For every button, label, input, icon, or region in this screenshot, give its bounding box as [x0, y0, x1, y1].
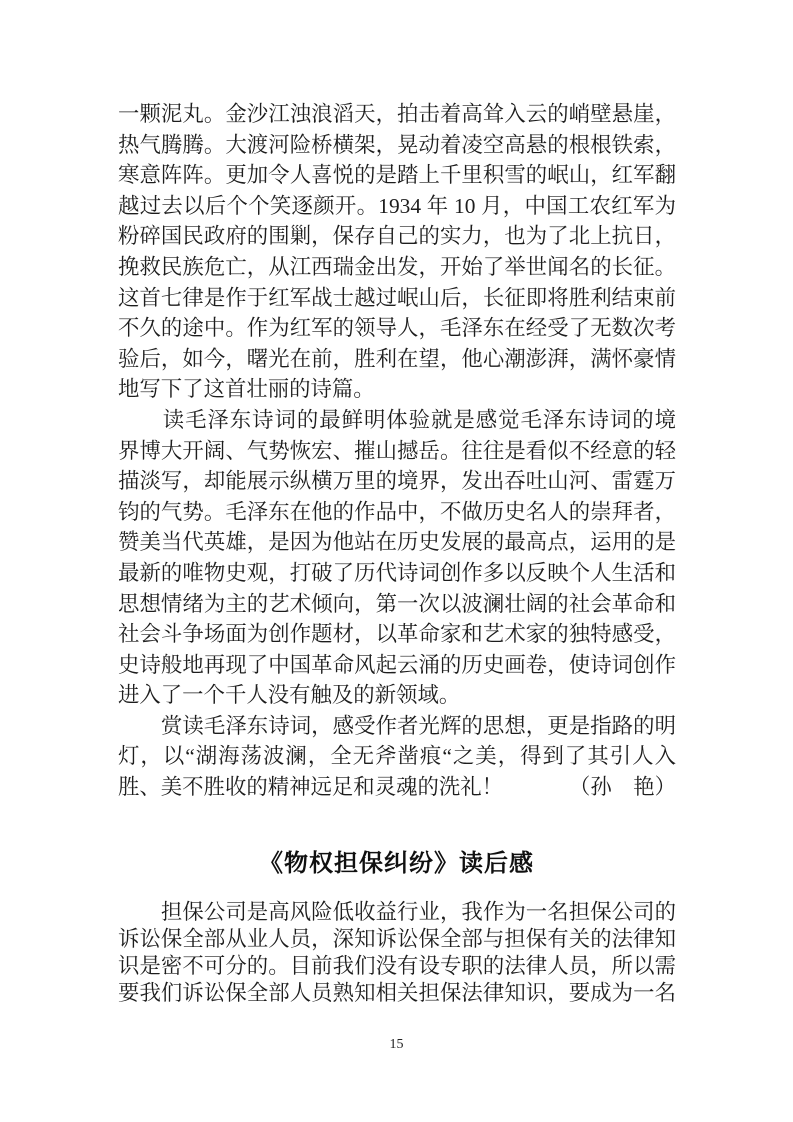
paragraph-reading-experience: [118, 405, 676, 711]
page-footer: [0, 1037, 793, 1053]
text-line: 这首七律是作于红军战士越过岷山后，长征即将胜利结束前: [118, 285, 676, 310]
text-line: 担保公司是高风险低收益行业，我作为一名担保公司的: [118, 900, 676, 924]
paragraph-long-march: [118, 99, 676, 405]
text-line: 赞美当代英雄，是因为他站在历史发展的最高点，运用的是: [118, 530, 676, 555]
text-line: 界博大开阔、气势恢宏、摧山撼岳。往往是看似不经意的轻: [118, 438, 676, 463]
text-line: 赏读毛泽东诗词，感受作者光辉的思想，更是指路的明: [118, 713, 676, 738]
text-line: 进入了一个千人没有触及的新领域。: [118, 683, 461, 708]
paragraph-guarantee-company: [118, 899, 676, 1007]
text-line: 史诗般地再现了中国革命风起云涌的历史画卷，使诗词创作: [118, 652, 676, 677]
text-line: 粉碎国民政府的围剿，保存自己的实力，也为了北上抗日，: [118, 224, 676, 249]
text-line: 不久的途中。作为红军的领导人，毛泽东在经受了无数次考: [118, 316, 676, 341]
text-line: 识是密不可分的。目前我们没有设专职的法律人员，所以需: [118, 954, 676, 978]
text-line: 地写下了这首壮丽的诗篇。: [118, 377, 375, 402]
page-number: 15: [389, 1037, 404, 1052]
paragraph-appreciation: [118, 711, 676, 772]
text-line: 寒意阵阵。更加令人喜悦的是踏上千里积雪的岷山，红军翻: [118, 163, 676, 188]
text-line: 挽救民族危亡，从江西瑞金出发，开始了举世闻名的长征。: [118, 254, 676, 279]
text-line: 钧的气势。毛泽东在他的作品中，不做历史名人的崇拜者，: [118, 499, 676, 524]
text-line: 思想情绪为主的艺术倾向，第一次以波澜壮阔的社会革命和: [118, 591, 676, 616]
text-line: 热气腾腾。大渡河险桥横架，晃动着凌空高悬的根根铁索，: [118, 132, 676, 157]
text-line: 要我们诉讼保全部人员熟知相关担保法律知识，要成为一名: [118, 981, 676, 1005]
text-line: 最新的唯物史观，打破了历代诗词创作多以反映个人生活和: [118, 560, 676, 585]
text-line: 读毛泽东诗词的最鲜明体验就是感觉毛泽东诗词的境: [118, 407, 676, 432]
text-line: 诉讼保全部从业人员，深知诉讼保全部与担保有关的法律知: [118, 927, 676, 951]
text-line: 验后，如今，曙光在前，胜利在望，他心潮澎湃，满怀豪情: [118, 346, 676, 371]
author-signature: （孙 艳）: [569, 775, 676, 800]
page-body: [118, 99, 676, 803]
closing-sentence: 胜、美不胜收的精神远足和灵魂的洗礼！: [118, 775, 504, 800]
text-line: 一颗泥丸。金沙江浊浪滔天，拍击着高耸入云的峭壁悬崖，: [118, 102, 676, 126]
text-line: 描淡写，却能展示纵横万里的境界，发出吞吐山河、雷霆万: [118, 469, 676, 494]
section-heading: 《物权担保纠纷》读后感: [259, 850, 534, 878]
paragraph-appreciation-last-line: [118, 772, 676, 803]
text-line: 灯，以“湖海荡波澜，全无斧凿痕“之美，得到了其引人入: [118, 744, 676, 769]
text-line: 社会斗争场面为创作题材，以革命家和艺术家的独特感受，: [118, 622, 676, 647]
text-line: 越过去以后个个笑逐颜开。1934 年 10 月，中国工农红军为: [118, 193, 676, 218]
